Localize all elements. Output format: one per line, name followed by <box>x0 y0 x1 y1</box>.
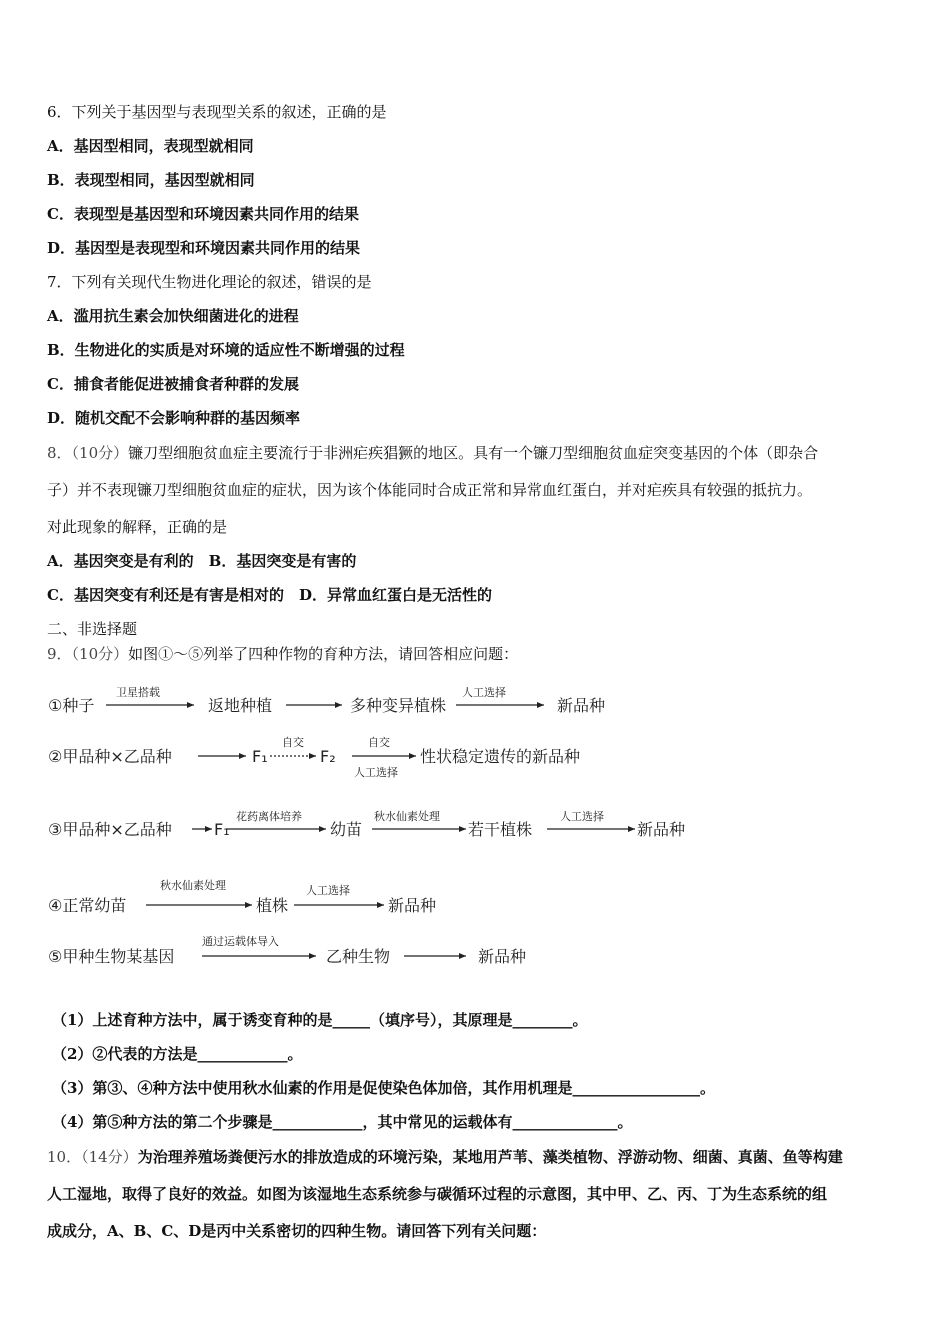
r1-seed: ①种子 <box>48 696 95 715</box>
r1-new-variety: 新品种 <box>557 696 606 715</box>
r4-plants: 植株 <box>256 896 289 915</box>
q6-option-c: C．表现型是基因型和环境因素共同作用的结果 <box>47 205 359 223</box>
r1-variant-plants: 多种变异植株 <box>350 696 447 715</box>
q8-line3: 对此现象的解释，正确的是 <box>47 518 228 536</box>
q10-line1-text: 为治理养殖场粪便污水的排放造成的环境污染，某地用芦苇、藻类植物、浮游动物、细菌、真菌、鱼等构建 <box>137 1148 843 1166</box>
r3-f1: F₁ <box>214 820 230 839</box>
q9-number: 9．（10分） <box>47 645 129 663</box>
r2-f2: F₂ <box>320 747 336 766</box>
r2-stable-variety: 性状稳定遗传的新品种 <box>420 747 581 766</box>
q6-option-b: B．表现型相同，基因型就相同 <box>47 171 255 189</box>
q7-option-a: A．滥用抗生素会加快细菌进化的进程 <box>47 307 299 325</box>
r4-new-variety: 新品种 <box>388 896 437 915</box>
r1-artificial-selection: 人工选择 <box>462 686 506 699</box>
r5-vector: 通过运载体导入 <box>202 935 279 948</box>
q10-line3: 成成分，A、B、C、D是丙中关系密切的四种生物。请回答下列有关问题： <box>47 1222 547 1240</box>
q8-line2: 子）并不表现镰刀型细胞贫血症的症状，因为该个体能同时合成正常和异常血红蛋白，并对疟疾具有较强的抵抗力。 <box>47 481 813 499</box>
r5-organism-b: 乙种生物 <box>326 947 391 966</box>
r2-f1: F₁ <box>252 747 268 766</box>
q6-option-d: D．基因型是表现型和环境因素共同作用的结果 <box>47 239 361 257</box>
r1-satellite: 卫星搭载 <box>116 686 160 699</box>
q9-sub2: （2）②代表的方法是____________。 <box>52 1045 303 1063</box>
r3-plants: 若干植株 <box>468 820 533 839</box>
r3-artificial-selection: 人工选择 <box>560 810 604 823</box>
r2-cross: ②甲品种×乙品种 <box>48 747 172 766</box>
q10-number: 10．（14分） <box>47 1148 138 1166</box>
q8-line1-text: 镰刀型细胞贫血症主要流行于非洲疟疾猖獗的地区。具有一个镰刀型细胞贫血症突变基因的个体（即杂合 <box>128 444 819 462</box>
r1-return-plant: 返地种植 <box>208 696 273 715</box>
r3-colchicine: 秋水仙素处理 <box>374 810 440 823</box>
q7-option-c: C．捕食者能促进被捕食者种群的发展 <box>47 375 299 393</box>
q8-number: 8．（10分） <box>47 444 129 462</box>
r5-gene: ⑤甲种生物某基因 <box>48 947 175 966</box>
r3-seedling: 幼苗 <box>330 820 363 839</box>
q7-stem: 7．下列有关现代生物进化理论的叙述，错误的是 <box>47 273 372 291</box>
q6-stem: 6．下列关于基因型与表现型关系的叙述，正确的是 <box>47 103 387 121</box>
r4-colchicine: 秋水仙素处理 <box>160 879 226 892</box>
r3-anther-culture: 花药离体培养 <box>236 810 302 823</box>
q7-option-b: B．生物进化的实质是对环境的适应性不断增强的过程 <box>47 341 405 359</box>
r2-artificial-selection: 人工选择 <box>354 766 398 779</box>
r4-artificial-selection: 人工选择 <box>306 884 350 897</box>
q6-option-a: A．基因型相同，表现型就相同 <box>47 137 254 155</box>
r2-selfing-2: 自交 <box>368 736 390 749</box>
q9-stem: 如图①～⑤列举了四种作物的育种方法，请回答相应问题： <box>128 645 519 663</box>
r4-normal-seedling: ④正常幼苗 <box>48 896 127 915</box>
r2-selfing-1: 自交 <box>282 736 304 749</box>
q9-stem-line <box>47 644 518 664</box>
breeding-methods-diagram <box>44 680 724 980</box>
q10-line2: 人工湿地，取得了良好的效益。如图为该湿地生态系统参与碳循环过程的示意图，其中甲、乙、丙、丁为生态系统的组 <box>47 1185 828 1203</box>
q8-line1 <box>47 443 818 463</box>
section-title: 二、非选择题 <box>47 620 138 638</box>
r5-new-variety: 新品种 <box>478 947 527 966</box>
q8-options-cd: C．基因突变有利还是有害是相对的 D．异常血红蛋白是无活性的 <box>47 586 492 604</box>
q9-sub1: （1）上述育种方法中，属于诱变育种的是_____（填序号），其原理是________。 <box>52 1011 588 1029</box>
q8-options-ab: A．基因突变是有利的 B．基因突变是有害的 <box>47 552 357 570</box>
q9-sub4: （4）第⑤种方法的第二个步骤是____________，其中常见的运载体有______________。 <box>52 1113 633 1131</box>
q10-line1 <box>47 1147 843 1167</box>
r3-cross: ③甲品种×乙品种 <box>48 820 172 839</box>
q7-option-d: D．随机交配不会影响种群的基因频率 <box>47 409 301 427</box>
q9-sub3: （3）第③、④种方法中使用秋水仙素的作用是促使染色体加倍，其作用机理是_________________。 <box>52 1079 715 1097</box>
r3-new-variety: 新品种 <box>637 820 686 839</box>
